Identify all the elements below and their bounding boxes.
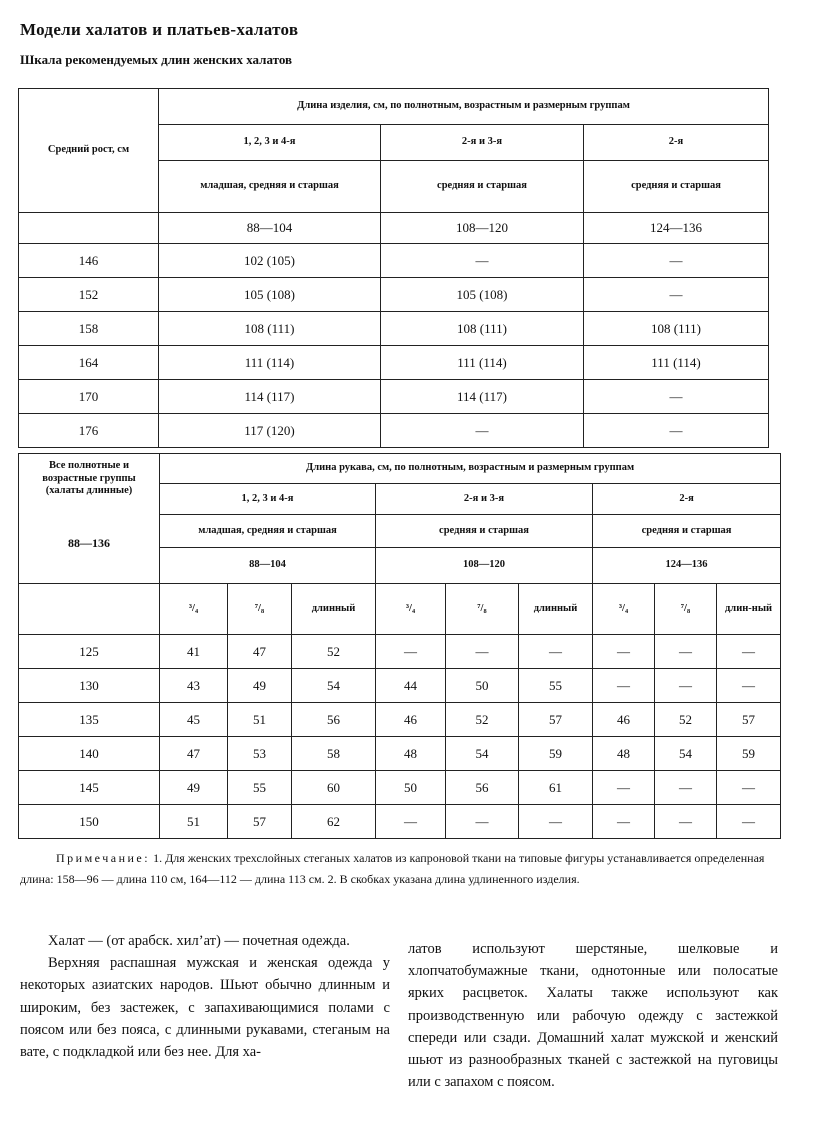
table-cell: 130 [19, 669, 160, 703]
table-cell: — [593, 635, 655, 669]
table-cell: 62 [292, 805, 376, 839]
empty-cell [19, 584, 160, 635]
table-cell: — [593, 805, 655, 839]
group-header: 1, 2, 3 и 4-я [160, 484, 376, 515]
table-cell: — [519, 805, 593, 839]
table-cell: 48 [376, 737, 446, 771]
table-cell: 61 [519, 771, 593, 805]
size-range: 124—136 [593, 548, 781, 584]
table-row [19, 669, 781, 703]
table-cell: 55 [228, 771, 292, 805]
table-cell: 47 [160, 737, 228, 771]
size-range: 108—120 [376, 548, 593, 584]
table-row [19, 771, 781, 805]
table-cell: 111 (114) [381, 346, 584, 380]
table-cell: — [446, 805, 519, 839]
table-cell: 140 [19, 737, 160, 771]
table-cell: 56 [292, 703, 376, 737]
table-cell: 43 [160, 669, 228, 703]
note-text: 1. Для женских трехслойных стеганых халатов из капроновой ткани на типовые фигуры устанавливается определенная длина: 158—96 — длина 110 см, 164—112 — длина 113 см. 2. В скобках указана длина удлиненного изделия. [20, 851, 765, 886]
table-cell: 170 [19, 380, 159, 414]
table-cell: 44 [376, 669, 446, 703]
sleeve-type-header: ³/₄ [376, 584, 446, 635]
table-caption: Шкала рекомендуемых длин женских халатов [20, 52, 293, 67]
table-cell: 46 [593, 703, 655, 737]
group-header: 2-я [584, 125, 769, 161]
table-cell: — [593, 669, 655, 703]
table-cell: — [584, 278, 769, 312]
table-cell: 150 [19, 805, 160, 839]
table-cell: 176 [19, 414, 159, 448]
body-column-right [408, 938, 778, 1093]
sleeve-type-header: длинный [292, 584, 376, 635]
table-cell: 57 [717, 703, 781, 737]
table-cell: 53 [228, 737, 292, 771]
groups-column-header [19, 454, 160, 584]
sleeve-type-header: ³/₄ [593, 584, 655, 635]
table-cell: 45 [160, 703, 228, 737]
body-column-left [20, 930, 390, 1063]
sleeve-type-header: ⁷/₈ [655, 584, 717, 635]
table-cell: 158 [19, 312, 159, 346]
table-cell: — [376, 635, 446, 669]
table-cell: 56 [446, 771, 519, 805]
size-range: 124—136 [584, 213, 769, 244]
table-cell: — [376, 805, 446, 839]
table-cell: 49 [228, 669, 292, 703]
table-cell: 50 [376, 771, 446, 805]
garment-length-table [18, 88, 769, 448]
sleeve-length-header: Длина рукава, см, по полнотным, возрастным и размерным группам [160, 454, 781, 484]
table-cell: 57 [228, 805, 292, 839]
paragraph: латов используют шерстяные, шелковые и хлопчатобумажные ткани, однотонные или полосатые ярких расцветок. Халаты также используют как производственную или рабочую одежду с застежкой спереди или сзади. Домашний халат мужской и женский шьют из разнообразных тканей с застежкой на пуговицы или с запахом с поясом. [408, 941, 778, 1091]
table-cell: 41 [160, 635, 228, 669]
table-cell: — [584, 244, 769, 278]
table-cell: — [655, 635, 717, 669]
table-cell: 114 (117) [381, 380, 584, 414]
table-cell: 46 [376, 703, 446, 737]
table-cell: 55 [519, 669, 593, 703]
table-cell: 135 [19, 703, 160, 737]
paragraph: Халат — (от арабск. хил’ат) — почетная одежда. [48, 933, 350, 949]
table-cell: 102 (105) [159, 244, 381, 278]
table-cell: 60 [292, 771, 376, 805]
table-row [19, 278, 769, 312]
group-header: 2-я и 3-я [381, 125, 584, 161]
sleeve-type-header: ⁷/₈ [228, 584, 292, 635]
age-header: средняя и старшая [593, 515, 781, 548]
table-cell: — [584, 414, 769, 448]
length-header: Длина изделия, см, по полнотным, возрастным и размерным группам [159, 89, 769, 125]
table-cell: 117 (120) [159, 414, 381, 448]
table-cell: — [381, 414, 584, 448]
table-cell: 108 (111) [381, 312, 584, 346]
table-row [19, 703, 781, 737]
table-cell: — [655, 805, 717, 839]
table-note [20, 848, 780, 890]
table-cell: 111 (114) [584, 346, 769, 380]
table-cell: 105 (108) [381, 278, 584, 312]
group-header: 1, 2, 3 и 4-я [159, 125, 381, 161]
table-row [19, 805, 781, 839]
table-cell: 52 [292, 635, 376, 669]
table-cell: 59 [717, 737, 781, 771]
table-cell: 54 [655, 737, 717, 771]
sleeve-type-header: длинный [519, 584, 593, 635]
table-cell: — [717, 635, 781, 669]
age-header: средняя и старшая [381, 161, 584, 213]
sleeve-type-header: ⁷/₈ [446, 584, 519, 635]
empty-cell [19, 213, 159, 244]
table-cell: 108 (111) [159, 312, 381, 346]
paragraph: Верхняя распашная мужская и женская одежда у некоторых азиатских народов. Шьют обычно длинным и широким, без застежек, с запахивающимися полами с поясом или без пояса, с длинными рукавами, стеганым на вате, с подкладкой или без нее. Для ха- [20, 955, 390, 1061]
table-cell: — [717, 805, 781, 839]
table-cell: 50 [446, 669, 519, 703]
page-title: Модели халатов и платьев-халатов [20, 20, 299, 39]
table-cell: 54 [446, 737, 519, 771]
table-cell: 164 [19, 346, 159, 380]
table-cell: — [381, 244, 584, 278]
table-cell: 108 (111) [584, 312, 769, 346]
table-row [19, 346, 769, 380]
table-cell: — [446, 635, 519, 669]
table-cell: 47 [228, 635, 292, 669]
sleeve-type-header: длин-ный [717, 584, 781, 635]
table-row [19, 635, 781, 669]
table-cell: 125 [19, 635, 160, 669]
table-cell: — [655, 669, 717, 703]
table-cell: 58 [292, 737, 376, 771]
table-cell: — [593, 771, 655, 805]
table-row [19, 244, 769, 278]
table-cell: 145 [19, 771, 160, 805]
age-header: младшая, средняя и старшая [160, 515, 376, 548]
size-range: 88—104 [160, 548, 376, 584]
group-header: 2-я [593, 484, 781, 515]
table-cell: 59 [519, 737, 593, 771]
table-cell: 146 [19, 244, 159, 278]
height-column-header: Средний рост, см [19, 89, 159, 213]
table-cell: — [655, 771, 717, 805]
table-row [19, 737, 781, 771]
table-cell: — [519, 635, 593, 669]
table-row [19, 414, 769, 448]
age-header: средняя и старшая [584, 161, 769, 213]
table-cell: 105 (108) [159, 278, 381, 312]
table-row [19, 312, 769, 346]
size-range: 88—104 [159, 213, 381, 244]
age-header: младшая, средняя и старшая [159, 161, 381, 213]
age-header: средняя и старшая [376, 515, 593, 548]
sleeve-type-header: ³/₄ [160, 584, 228, 635]
groups-size-range: 88—136 [68, 535, 110, 550]
table-cell: 51 [228, 703, 292, 737]
table-cell: 57 [519, 703, 593, 737]
table-cell: 48 [593, 737, 655, 771]
group-header: 2-я и 3-я [376, 484, 593, 515]
sleeve-length-table [18, 453, 781, 839]
table-cell: 111 (114) [159, 346, 381, 380]
table-cell: — [584, 380, 769, 414]
size-range: 108—120 [381, 213, 584, 244]
table-cell: 51 [160, 805, 228, 839]
table-cell: 52 [655, 703, 717, 737]
note-lead: Примечание: [56, 851, 151, 865]
table-cell: 54 [292, 669, 376, 703]
table-cell: 114 (117) [159, 380, 381, 414]
table-cell: 52 [446, 703, 519, 737]
table-cell: — [717, 771, 781, 805]
table-cell: — [717, 669, 781, 703]
table-cell: 152 [19, 278, 159, 312]
table-cell: 49 [160, 771, 228, 805]
table-row [19, 380, 769, 414]
groups-header-text: Все полнотные и возрастные группы (халаты длинные) [42, 460, 136, 497]
